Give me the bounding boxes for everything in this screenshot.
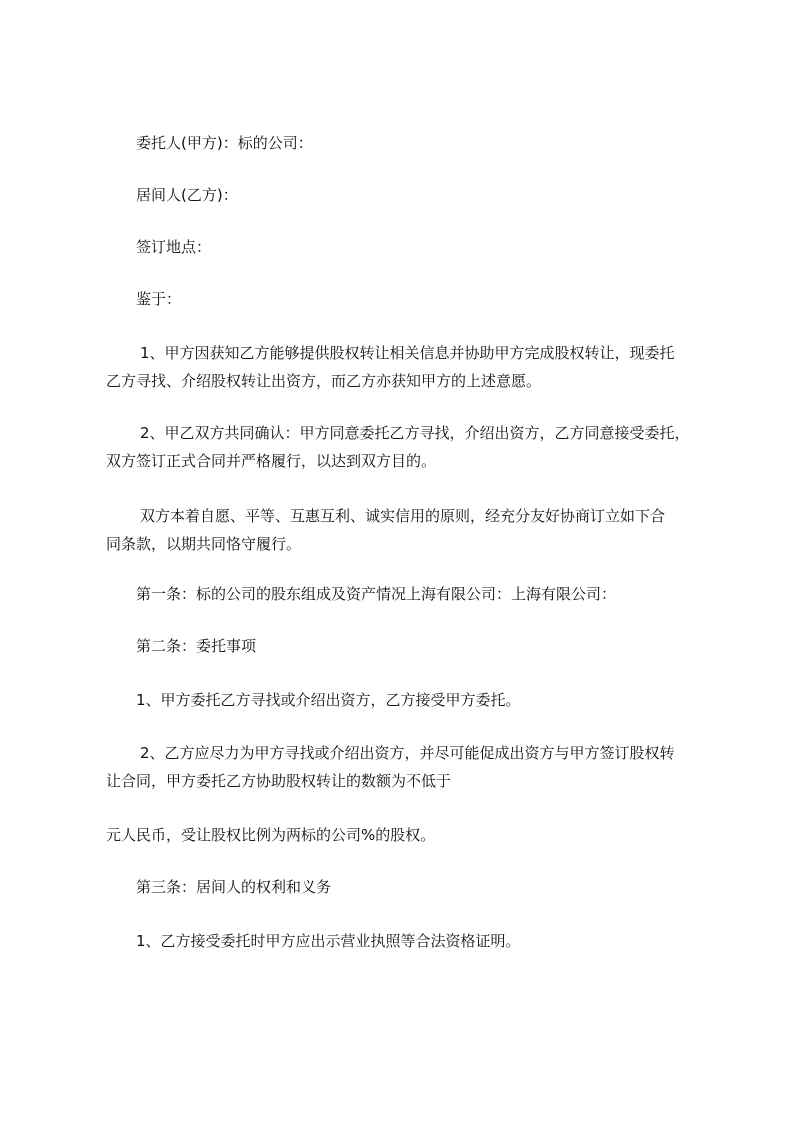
article-2-clause-2-amount: [106, 821, 706, 849]
text-line: 乙方寻找、介绍股权转让出资方，而乙方亦获知甲方的上述意愿。: [106, 372, 542, 390]
article-2-clause-2: [106, 739, 706, 795]
text-line: 让合同，甲方委托乙方协助股权转让的数额为不低于: [106, 772, 452, 790]
article-3-clause-1: [106, 927, 706, 955]
text-line: 第三条：居间人的权利和义务: [136, 878, 332, 896]
text-line: 居间人(乙方)：: [136, 186, 238, 204]
article-3-heading: [106, 873, 706, 901]
text-line: 第二条：委托事项: [136, 637, 257, 655]
text-line: 鉴于：: [136, 290, 182, 308]
text-line: 元人民币，受让股权比例为两标的公司%的股权。: [106, 826, 436, 844]
paragraph-whereas: [106, 285, 706, 313]
text-line: 1、甲方因获知乙方能够提供股权转让相关信息并协助甲方完成股权转让，现委托: [140, 344, 675, 362]
text-line: 1、甲方委托乙方寻找或介绍出资方，乙方接受甲方委托。: [136, 691, 521, 709]
text-line: 双方签订正式合同并严格履行，以达到双方目的。: [106, 452, 437, 470]
text-line: 2、甲乙双方共同确认：甲方同意委托乙方寻找，介绍出资方，乙方同意接受委托，: [140, 424, 690, 442]
text-line: 1、乙方接受委托时甲方应出示营业执照等合法资格证明。: [136, 932, 521, 950]
paragraph-principal: [106, 129, 706, 157]
text-line: 同条款，以期共同恪守履行。: [106, 535, 302, 553]
text-line: 第一条：标的公司的股东组成及资产情况上海有限公司：上海有限公司：: [136, 585, 617, 603]
text-line: 2、乙方应尽力为甲方寻找或介绍出资方，并尽可能促成出资方与甲方签订股权转: [140, 744, 675, 762]
text-line: 双方本着自愿、平等、互惠互利、诚实信用的原则，经充分友好协商订立如下合: [140, 507, 666, 525]
paragraph-signing-place: [106, 233, 706, 261]
paragraph-principles: [106, 502, 706, 558]
paragraph-recital-1: [106, 339, 706, 395]
paragraph-recital-2: [106, 419, 706, 475]
text-line: 委托人(甲方)：标的公司：: [136, 134, 313, 152]
text-line: 签订地点：: [136, 238, 212, 256]
article-2-clause-1: [106, 686, 706, 714]
article-2-heading: [106, 632, 706, 660]
article-1-heading: [106, 580, 706, 608]
paragraph-intermediary: [106, 181, 706, 209]
